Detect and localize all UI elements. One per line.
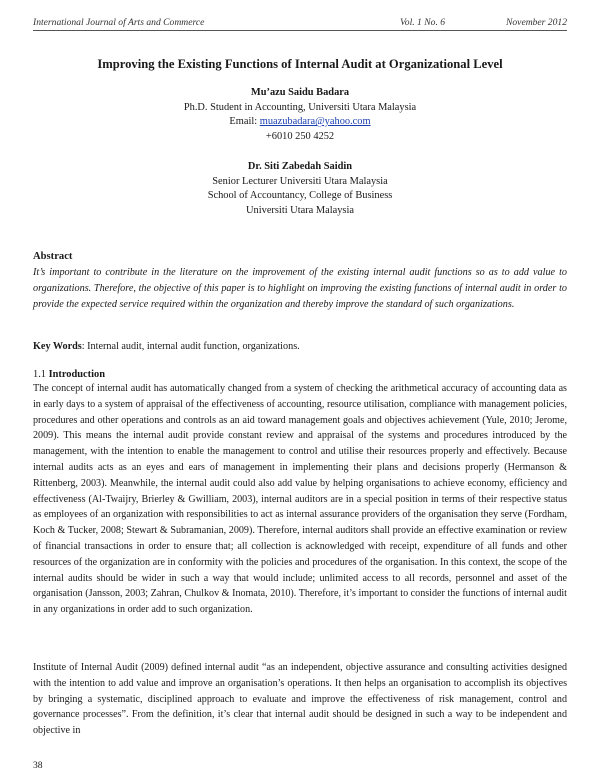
running-header (33, 17, 567, 31)
author-1-email-link[interactable]: muazubadara@yahoo.com (259, 116, 371, 128)
journal-name: International Journal of Arts and Commerce (33, 17, 205, 28)
abstract-heading: Abstract (33, 251, 73, 262)
introduction-paragraph-1: The concept of internal audit has automatically changed from a system of checking the arithmetical accuracy of accounting data as in early days to a system of appraisal of the effectiveness of accounting, resource utilisation, compliance with management policies, procedures and other operations and controls as an aid toward management goals and objectives achievement (Yule, 2010; Jerome, 2009). This means the internal audit provide constant review and appraisal of the systems and procedures introduced by the management, with the intention to enable the management to control and utilise their resources properly and effectively. Because internal audits acts as an eyes and ears of management in implementing their plans and decisions properly (Hermanson & Rittenberg, 2003). Meanwhile, the internal audit could also add value by helping organisations to achieve economy, efficiency and effectiveness (Al-Twaijry, Brierley & Gwilliam, 2003), internal auditors are in a special position in terms of their respective status as employees of an organization with responsibilities to act as internal assurance providers of the organisation they serve (Fordham, Koch & Tucker, 2008; Stewart & Subramanian, 2009). Therefore, internal auditors shall provide an effective examination or review of financial transactions in order to ensure that; all collection is acknowledged with receipt, expenditure of all funds and other resources of the organization are in conformity with the policies and procedures of the organisation. In this context, the scope of the internal audits should be wider in such a way that would include; unlimited access to all records, personnel and asset of the organisation (Jansson, 2003; Zahran, Chulkov & Inomata, 2010). Therefore, it’s important to consider the functions of internal audit in any organizations in order add to such organization. (33, 383, 567, 616)
abstract-body: It’s important to contribute in the literature on the improvement of the existing internal audit functions so as to add value to organizations. Therefore, the objective of this paper is to highlight on improving the existing functions of internal audit in order to provide the expected service required within the organization and thereby improve the standard of such organizations. (33, 267, 567, 310)
keywords-label: Key Words (33, 341, 82, 352)
author-block-2 (33, 160, 567, 218)
issue-date: November 2012 (505, 17, 567, 28)
author-1-name: Mu’azu Saidu Badara (250, 87, 350, 98)
email-label: Email: (229, 116, 260, 128)
author-2-university: Universiti Utara Malaysia (246, 204, 354, 216)
author-2-position: Senior Lecturer Universiti Utara Malaysia (212, 175, 388, 187)
section-title: Introduction (48, 369, 105, 380)
author-1-affiliation: Ph.D. Student in Accounting, Universiti Utara Malaysia (183, 101, 417, 113)
keywords-text: : Internal audit, internal audit function, organizations. (81, 341, 300, 352)
introduction-paragraph-2: Institute of Internal Audit (2009) defined internal audit “as an independent, objective assurance and consulting activities designed with the intention to add value and improve an organisation’s operations. It then helps an organisation to accomplish its objectives by bringing a systematic, disciplined approach to evaluate and improve the effectiveness of risk management, control and governance processes”. From the definition, it’s clear that internal audit should be designed in such a way to be independent and objective in (33, 662, 567, 737)
header-divider (33, 30, 567, 31)
author-1-phone: +6010 250 4252 (265, 130, 335, 142)
page-number: 38 (33, 760, 43, 771)
author-2-school: School of Accountancy, College of Business (207, 190, 393, 202)
author-block-1 (33, 86, 567, 144)
keywords-line (33, 340, 567, 354)
section-heading (33, 369, 105, 380)
section-number: 1.1 (33, 369, 49, 380)
paper-title: Improving the Existing Functions of Internal Audit at Organizational Level (97, 57, 503, 71)
author-2-name: Dr. Siti Zabedah Saidin (247, 161, 353, 172)
author-1-email-line (33, 115, 567, 130)
volume-issue: Vol. 1 No. 6 (400, 17, 446, 28)
